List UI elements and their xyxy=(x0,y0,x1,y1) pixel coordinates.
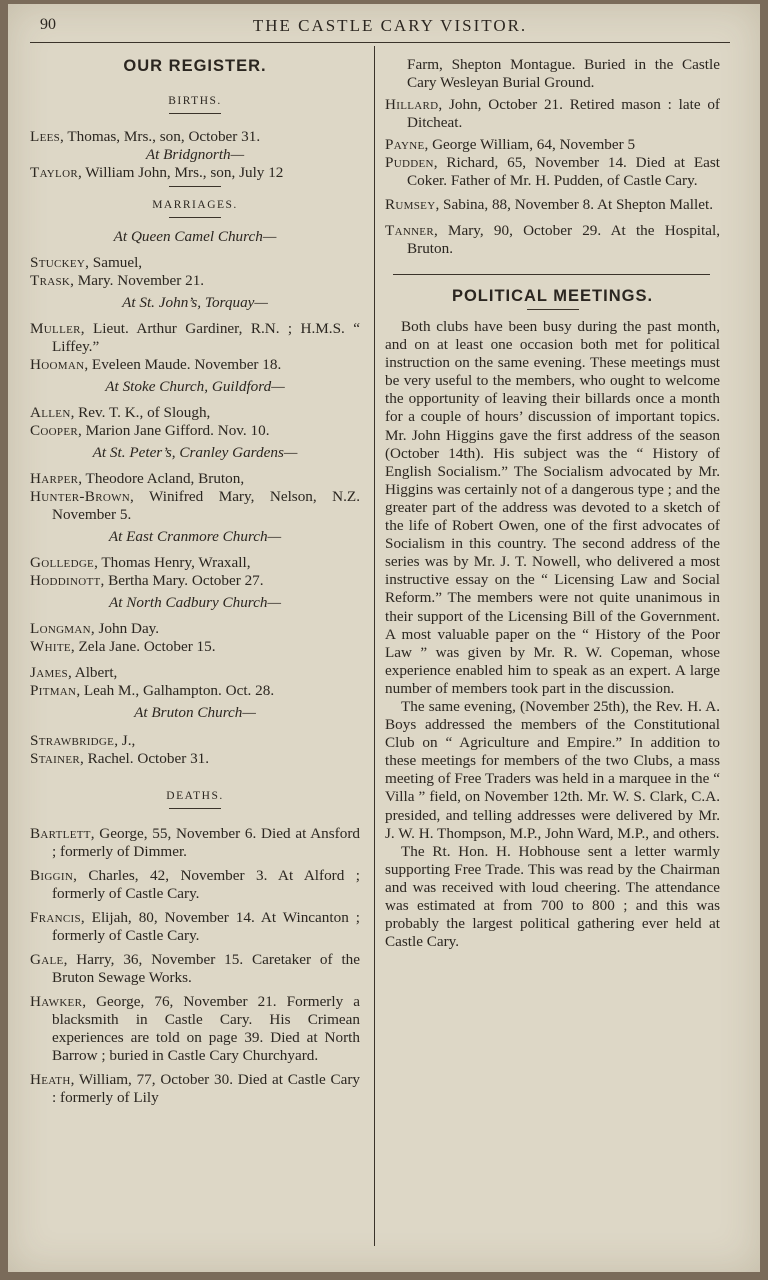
marriage-location: At Queen Camel Church— xyxy=(113,228,277,245)
marriage-entry: Golledge, Thomas Henry, Wraxall, xyxy=(30,554,251,571)
death-entry: Payne, George William, 64, November 5 xyxy=(385,136,636,153)
births-heading: BIRTHS. xyxy=(168,95,222,107)
death-entry-continued: Farm, Shepton Montague. Buried in the Castle Cary Wesleyan Burial Ground. xyxy=(407,56,720,91)
marriage-entry: James, Albert, xyxy=(30,664,118,681)
death-entry: Tanner, Mary, 90, October 29. At the Hospital, Bruton. xyxy=(385,222,720,257)
marriage-location: At Bruton Church— xyxy=(134,704,256,721)
marriage-entry: Longman, John Day. xyxy=(30,620,160,637)
marriage-entry: Harper, Theodore Acland, Bruton, xyxy=(30,470,245,487)
marriage-entry: Stainer, Rachel. October 31. xyxy=(30,750,210,767)
marriage-entry: Hooman, Eveleen Maude. November 18. xyxy=(30,356,282,373)
death-entry: Bartlett, George, 55, November 6. Died at Ansford ; formerly of Dimmer. xyxy=(30,825,360,860)
marriage-entry: Cooper, Marion Jane Gifford. Nov. 10. xyxy=(30,422,270,439)
article-paragraph: The same evening, (November 25th), the Rev. H. A. Boys addressed the members of the Constitutional Club on “ Agriculture and Empire.” In addition to these meetings for members of the two Clubs, a mass meeting of Free Traders was held in a marquee in the “ Villa ” field, on November 12th. Mr. W. S. Clark, C.A. presided, and telling addresses were delivered by Mr. J. W. H. Thompson, M.P., John Ward, M.P., and others. xyxy=(385,697,720,842)
article-paragraph: The Rt. Hon. H. Hobhouse sent a letter warmly supporting Free Trade. This was read by the Chairman and was received with loud cheering. The attendance was estimated at from 700 to 800 ; and this was probably the largest political gathering ever held at Castle Cary. xyxy=(385,842,720,951)
marriage-location: At East Cranmore Church— xyxy=(108,528,282,545)
marriage-entry: Pitman, Leah M., Galhampton. Oct. 28. xyxy=(30,682,275,699)
political-meetings-title: POLITICAL MEETINGS. xyxy=(451,287,654,305)
death-entry: Biggin, Charles, 42, November 3. At Alford ; formerly of Castle Cary. xyxy=(30,867,360,902)
death-entry: Gale, Harry, 36, November 15. Caretaker of the Bruton Sewage Works. xyxy=(30,951,360,986)
marriage-location: At St. Peter’s, Cranley Gardens— xyxy=(92,444,298,461)
birth-entry: Lees, Thomas, Mrs., son, October 31. xyxy=(30,128,261,145)
running-title: THE CASTLE CARY VISITOR. xyxy=(252,16,528,35)
deaths-heading: DEATHS. xyxy=(166,790,224,802)
death-entry: Heath, William, 77, October 30. Died at Castle Cary : formerly of Lily xyxy=(30,1071,360,1106)
birth-location: At Bridgnorth— xyxy=(145,146,245,163)
death-entry: Pudden, Richard, 65, November 14. Died at East Coker. Father of Mr. H. Pudden, of Castle Cary. xyxy=(385,154,720,189)
column-divider xyxy=(374,46,375,1246)
register-title: OUR REGISTER. xyxy=(123,57,267,75)
marriage-entry: Allen, Rev. T. K., of Slough, xyxy=(30,404,211,421)
death-entry: Rumsey, Sabina, 88, November 8. At Shepton Mallet. xyxy=(385,196,713,213)
header-rule xyxy=(30,42,730,43)
marriages-heading: MARRIAGES. xyxy=(152,199,238,211)
marriage-entry: Stuckey, Samuel, xyxy=(30,254,143,271)
marriage-entry: Strawbridge, J., xyxy=(30,732,136,749)
marriage-entry: White, Zela Jane. October 15. xyxy=(30,638,216,655)
page-number: 90 xyxy=(40,16,56,33)
page-header xyxy=(40,14,740,40)
death-entry: Hawker, George, 76, November 21. Formerly a blacksmith in Castle Cary. His Crimean experiences are told on page 39. Died at North Barrow ; buried in Castle Cary Churchyard. xyxy=(30,993,360,1064)
marriage-entry: Hoddinott, Bertha Mary. October 27. xyxy=(30,572,264,589)
marriage-location: At St. John’s, Torquay— xyxy=(122,294,268,311)
article-paragraph: Both clubs have been busy during the past month, and on at least one occasion both met for political instruction on the same evening. These meetings must be very useful to the members, who ought to welcome the opportunity of leaving their billards once a month for a couple of hours’ discussion of important topics. Mr. John Higgins gave the first address of the season (October 14th). His subject was the “ History of English Socialism.” The Socialism advocated by Mr. Higgins was certainly not of a dangerous type ; and the greater part of the address was devoted to a sketch of the life of Robert Owen, one of the first advocates of Socialism in this country. The second address of the series was by Mr. J. T. Nowell, who delivered a most instructive essay on the “ Licensing Law and Social Reform.” The members were not quite unanimous in their support of the Licensing Bill of the Government. A most valuable paper on the “ History of the Poor Law ” was given by Mr. R. W. Copeman, whose experience enabled him to speak as an expert. A large number of members took part in the discussion. xyxy=(385,318,720,697)
death-entry: Francis, Elijah, 80, November 14. At Wincanton ; formerly of Castle Cary. xyxy=(30,909,360,944)
marriage-location: At Stoke Church, Guildford— xyxy=(105,378,285,395)
birth-entry: Taylor, William John, Mrs., son, July 12 xyxy=(30,164,284,181)
marriage-entry: Hunter-Brown, Winifred Mary, Nelson, N.Z. November 5. xyxy=(30,488,360,523)
marriage-location: At North Cadbury Church— xyxy=(109,594,281,611)
marriage-entry: Muller, Lieut. Arthur Gardiner, R.N. ; H.M.S. “ Liffey.” xyxy=(30,320,360,355)
death-entry: Hillard, John, October 21. Retired mason : late of Ditcheat. xyxy=(385,96,720,131)
marriage-entry: Trask, Mary. November 21. xyxy=(30,272,205,289)
right-column xyxy=(385,56,720,951)
left-column xyxy=(30,55,360,1107)
